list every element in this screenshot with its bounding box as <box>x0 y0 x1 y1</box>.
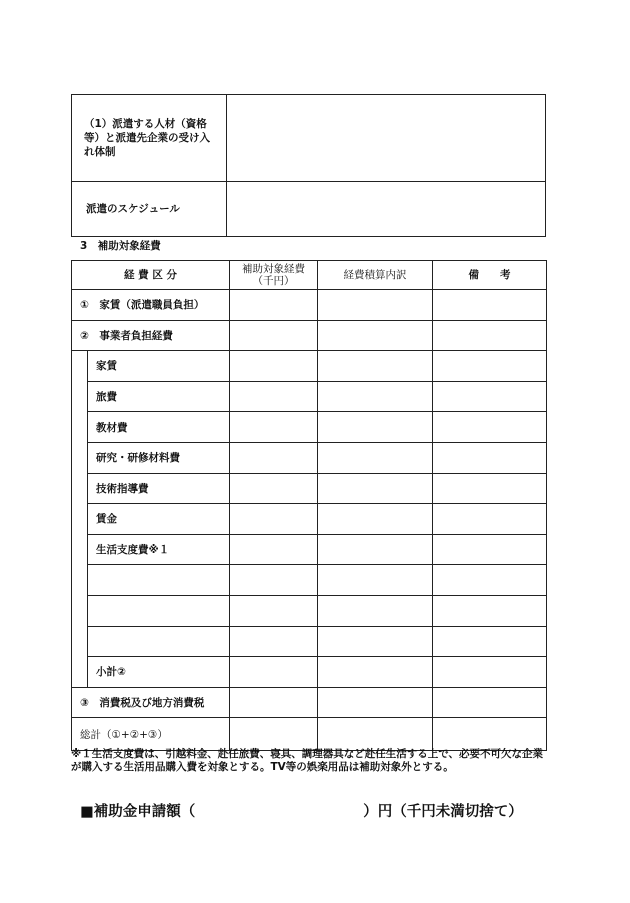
cell-input[interactable] <box>318 473 433 504</box>
cell-input[interactable] <box>230 290 318 321</box>
row-label-sub-item: 技術指導費 <box>88 473 230 504</box>
cell-input[interactable] <box>230 626 318 657</box>
row-label-sub-item <box>88 626 230 657</box>
cell-input[interactable] <box>433 534 547 565</box>
cell-input[interactable] <box>318 504 433 535</box>
cell-input[interactable] <box>230 687 318 718</box>
row-label-housing-employee: ① 家賃（派遣職員負担） <box>72 290 230 321</box>
table-row <box>72 473 547 504</box>
cell-input[interactable] <box>433 626 547 657</box>
cell-input[interactable] <box>230 473 318 504</box>
indent-cell <box>72 534 88 565</box>
row-label-sub-item: 家賃 <box>88 351 230 382</box>
table-row <box>72 534 547 565</box>
indent-cell <box>72 595 88 626</box>
cell-input[interactable] <box>433 565 547 596</box>
cell-input[interactable] <box>318 381 433 412</box>
cell-input[interactable] <box>433 657 547 688</box>
dispatch-schedule-label: 派遣のスケジュール <box>72 182 227 237</box>
cell-input[interactable] <box>318 687 433 718</box>
cell-input[interactable] <box>318 412 433 443</box>
row-label-sub-item: 研究・研修材料費 <box>88 442 230 473</box>
header-breakdown: 経費積算内訳 <box>318 261 433 290</box>
cell-input[interactable] <box>230 442 318 473</box>
row-label-sub-item: 教材費 <box>88 412 230 443</box>
table-row <box>72 381 547 412</box>
dispatch-personnel-label: （1）派遣する人材（資格等）と派遣先企業の受け入れ体制 <box>72 95 227 182</box>
dispatch-info-table <box>71 94 546 237</box>
row-label-business-expense: ② 事業者負担経費 <box>72 320 230 351</box>
indent-cell <box>72 351 88 382</box>
indent-cell <box>72 381 88 412</box>
cell-input[interactable] <box>230 504 318 535</box>
header-category: 経 費 区 分 <box>72 261 230 290</box>
row-label-tax: ③ 消費税及び地方消費税 <box>72 687 230 718</box>
table-row <box>72 718 547 751</box>
cell-input[interactable] <box>318 320 433 351</box>
cell-input[interactable] <box>318 626 433 657</box>
application-suffix: ）円（千円未満切捨て） <box>363 804 523 820</box>
row-label-sub-item: 生活支度費※１ <box>88 534 230 565</box>
cell-input[interactable] <box>318 290 433 321</box>
expense-table-header <box>72 261 547 290</box>
table-row <box>72 442 547 473</box>
table-row <box>72 565 547 596</box>
header-eligible-cost: 補助対象経費 （千円） <box>230 261 318 290</box>
cell-input[interactable] <box>318 565 433 596</box>
row-label-sub-item <box>88 565 230 596</box>
table-row <box>72 687 547 718</box>
cell-input[interactable] <box>318 657 433 688</box>
application-amount <box>80 800 523 821</box>
cell-input[interactable] <box>433 320 547 351</box>
row-label-sub-item <box>88 595 230 626</box>
cell-input[interactable] <box>230 412 318 443</box>
cell-input[interactable] <box>230 595 318 626</box>
table-row <box>72 595 547 626</box>
cell-input[interactable] <box>433 504 547 535</box>
table-row <box>72 412 547 443</box>
cell-input[interactable] <box>433 381 547 412</box>
cell-input[interactable] <box>433 351 547 382</box>
dispatch-personnel-field[interactable] <box>227 95 546 182</box>
indent-cell <box>72 657 88 688</box>
cell-input[interactable] <box>318 442 433 473</box>
cell-input[interactable] <box>230 320 318 351</box>
cell-input[interactable] <box>318 351 433 382</box>
cell-input[interactable] <box>318 534 433 565</box>
table-row <box>72 351 547 382</box>
application-label: ■補助金申請額（ <box>80 804 196 820</box>
table-row <box>72 626 547 657</box>
expense-table <box>71 260 547 751</box>
row-label-sub-item: 賃金 <box>88 504 230 535</box>
indent-cell <box>72 626 88 657</box>
cell-input[interactable] <box>318 595 433 626</box>
cell-input[interactable] <box>230 657 318 688</box>
row-label-subtotal: 小計② <box>88 657 230 688</box>
cell-input[interactable] <box>318 718 433 751</box>
indent-cell <box>72 473 88 504</box>
cell-input[interactable] <box>433 595 547 626</box>
cell-input[interactable] <box>433 687 547 718</box>
row-label-total: 総計（①+②+③） <box>72 718 230 751</box>
indent-cell <box>72 412 88 443</box>
cell-input[interactable] <box>230 381 318 412</box>
indent-cell <box>72 565 88 596</box>
table-row <box>72 657 547 688</box>
row-label-sub-item: 旅費 <box>88 381 230 412</box>
table-row <box>72 320 547 351</box>
section-heading: 3 補助対象経費 <box>80 240 161 252</box>
cell-input[interactable] <box>230 718 318 751</box>
cell-input[interactable] <box>230 351 318 382</box>
cell-input[interactable] <box>433 290 547 321</box>
indent-cell <box>72 442 88 473</box>
table-row <box>72 290 547 321</box>
cell-input[interactable] <box>230 534 318 565</box>
cell-input[interactable] <box>433 412 547 443</box>
footnote: ※１生活支度費は、引越料金、赴任旅費、寝具、調理器具など赴任生活する上で、必要不可欠な企業が購入する生活用品購入費を対象とする。TV等の娯楽用品は補助対象外とする。 <box>71 748 543 773</box>
cell-input[interactable] <box>433 718 547 751</box>
dispatch-schedule-field[interactable] <box>227 182 546 237</box>
table-row <box>72 504 547 535</box>
indent-cell <box>72 504 88 535</box>
header-remarks: 備 考 <box>433 261 547 290</box>
cell-input[interactable] <box>433 473 547 504</box>
cell-input[interactable] <box>230 565 318 596</box>
cell-input[interactable] <box>433 442 547 473</box>
